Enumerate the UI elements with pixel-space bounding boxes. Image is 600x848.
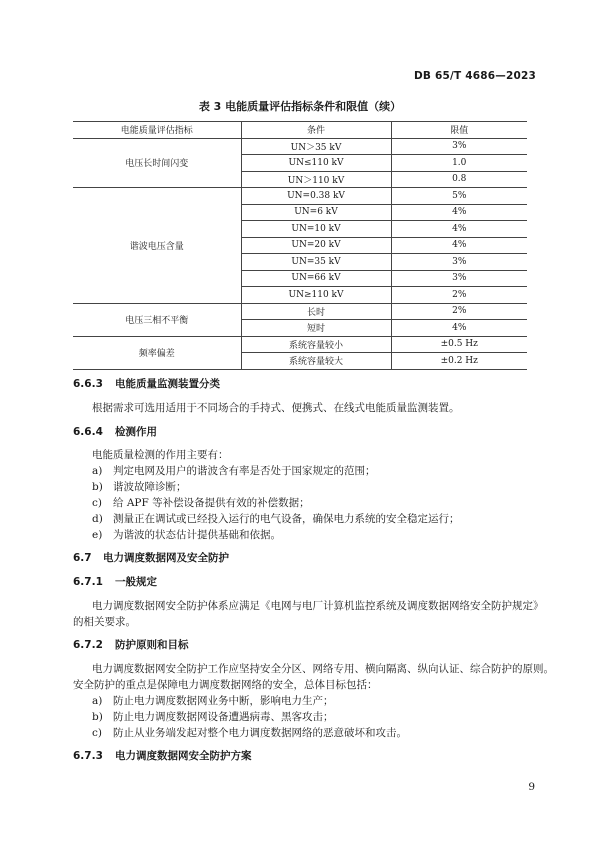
limit-cell: 3%: [391, 138, 527, 155]
section-number: 6.6.3: [73, 378, 103, 390]
section-heading-6-7-2: [73, 637, 189, 652]
condition-cell: UN=10 kV: [241, 221, 391, 238]
condition-cell: 短时: [241, 320, 391, 337]
list-text: 防止电力调度数据网设备遭遇病毒、黑客攻击；: [113, 711, 334, 723]
limit-cell: 4%: [391, 237, 527, 254]
condition-cell: UN=66 kV: [241, 270, 391, 287]
list-item: [92, 725, 407, 740]
standard-code: DB 65/T 4686—2023: [414, 70, 536, 82]
condition-cell: UN＞110 kV: [241, 171, 391, 188]
list-text: 给 APF 等补偿设备提供有效的补偿数据；: [113, 497, 310, 509]
section-heading-6-6-4: [73, 424, 157, 439]
condition-cell: UN≥110 kV: [241, 287, 391, 304]
section-title: 一般规定: [115, 576, 157, 588]
list-text: 防止电力调度数据网业务中断，影响电力生产；: [113, 695, 334, 707]
section-heading-6-7-3: [73, 748, 252, 763]
paragraph: 电能质量检测的作用主要有：: [92, 449, 229, 461]
section-title: 电能质量监测装置分类: [115, 378, 220, 390]
indicator-cell: 谐波电压含量: [73, 188, 241, 304]
indicator-cell: 电压长时间闪变: [73, 138, 241, 188]
header-indicator: 电能质量评估指标: [73, 122, 241, 139]
list-marker: e): [92, 529, 103, 541]
condition-cell: 系统容量较大: [241, 353, 391, 370]
list-text: 谐波故障诊断；: [113, 481, 187, 493]
limit-cell: ±0.2 Hz: [391, 353, 527, 370]
section-title: 电力调度数据网及安全防护: [103, 552, 229, 564]
list-marker: b): [92, 711, 103, 723]
limit-cell: ±0.5 Hz: [391, 336, 527, 353]
table-row: [73, 336, 527, 353]
table-row: [73, 303, 527, 320]
limit-cell: 2%: [391, 287, 527, 304]
limit-cell: 3%: [391, 270, 527, 287]
table-header-row: [73, 122, 527, 139]
list-marker: b): [92, 481, 103, 493]
indicator-cell: 电压三相不平衡: [73, 303, 241, 336]
section-title: 防护原则和目标: [115, 639, 189, 651]
list-marker: c): [92, 727, 102, 739]
condition-cell: UN=6 kV: [241, 204, 391, 221]
header-condition: 条件: [241, 122, 391, 139]
table-title: 表 3 电能质量评估指标条件和限值（续）: [198, 100, 402, 113]
paragraph-continued: 安全防护的重点是保障电力调度数据网络的安全，总体目标包括：: [73, 679, 378, 691]
section-number: 6.7.2: [73, 639, 103, 651]
limit-cell: 5%: [391, 188, 527, 205]
limit-cell: 1.0: [391, 155, 527, 172]
condition-cell: 长时: [241, 303, 391, 320]
condition-cell: UN=35 kV: [241, 254, 391, 271]
list-text: 为谐波的状态估计提供基础和依据。: [113, 529, 281, 541]
section-title: 检测作用: [115, 426, 157, 438]
section-number: 6.6.4: [73, 426, 103, 438]
section-heading-6-6-3: [73, 376, 220, 391]
table-row: [73, 138, 527, 155]
list-item: [92, 511, 460, 526]
limit-cell: 3%: [391, 254, 527, 271]
section-heading-6-7-1: [73, 574, 157, 589]
list-marker: a): [92, 695, 103, 707]
paragraph: 电力调度数据网安全防护工作应坚持安全分区、网络专用、横向隔离、纵向认证、综合防护的原则。: [92, 663, 554, 675]
list-text: 防止从业务端发起对整个电力调度数据网络的恶意破坏和攻击。: [113, 727, 407, 739]
indicator-cell: 频率偏差: [73, 336, 241, 369]
list-marker: d): [92, 513, 103, 525]
list-item: [92, 527, 281, 542]
section-number: 6.7.1: [73, 576, 103, 588]
limit-cell: 4%: [391, 221, 527, 238]
limit-cell: 4%: [391, 320, 527, 337]
paragraph-continued: 的相关要求。: [73, 616, 136, 628]
condition-cell: 系统容量较小: [241, 336, 391, 353]
limit-cell: 2%: [391, 303, 527, 320]
paragraph: 根据需求可选用适用于不同场合的手持式、便携式、在线式电能质量监测装置。: [92, 402, 460, 414]
list-item: [92, 495, 310, 510]
condition-cell: UN=0.38 kV: [241, 188, 391, 205]
header-limit: 限值: [391, 122, 527, 139]
paragraph: 电力调度数据网安全防护体系应满足《电网与电厂计算机监控系统及调度数据网络安全防护规定》: [92, 600, 544, 612]
list-text: 测量正在调试或已经投入运行的电气设备，确保电力系统的安全稳定运行；: [113, 513, 460, 525]
list-marker: a): [92, 465, 103, 477]
list-item: [92, 693, 334, 708]
section-number: 6.7: [73, 552, 92, 564]
section-title: 电力调度数据网安全防护方案: [115, 750, 252, 762]
list-text: 判定电网及用户的谐波含有率是否处于国家规定的范围；: [113, 465, 376, 477]
list-item: [92, 463, 376, 478]
condition-cell: UN≤110 kV: [241, 155, 391, 172]
list-marker: c): [92, 497, 102, 509]
condition-cell: UN=20 kV: [241, 237, 391, 254]
list-item: [92, 479, 187, 494]
page-number: 9: [528, 781, 535, 793]
limit-cell: 4%: [391, 204, 527, 221]
section-heading-6-7: [73, 550, 229, 565]
table-row: [73, 188, 527, 205]
quality-limits-table: [73, 121, 527, 370]
list-item: [92, 709, 334, 724]
condition-cell: UN＞35 kV: [241, 138, 391, 155]
limit-cell: 0.8: [391, 171, 527, 188]
section-number: 6.7.3: [73, 750, 103, 762]
